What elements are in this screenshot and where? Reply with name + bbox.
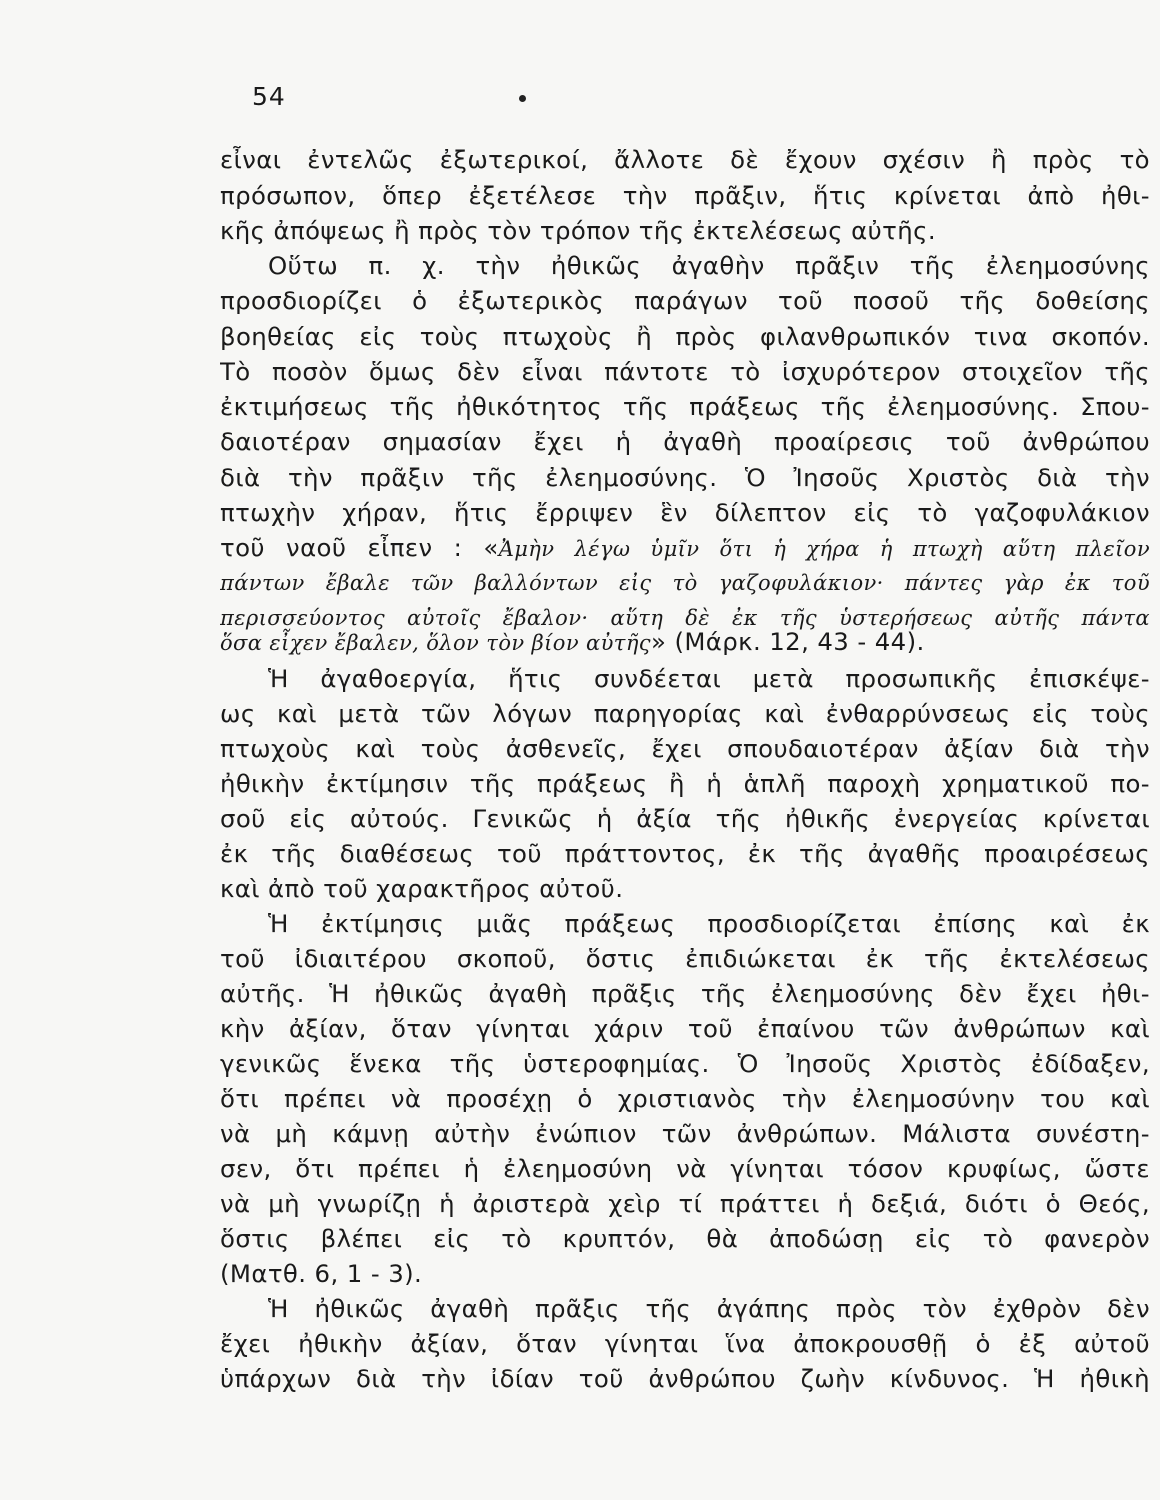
text-line: ἔχει ἠθικὴν ἀξίαν, ὅταν γίνηται ἵνα ἀποκρουσθῇ ὁ ἐξ αὐτοῦ <box>220 1329 1150 1358</box>
text-line: σεν, ὅτι πρέπει ἡ ἐλεημοσύνη νὰ γίνηται τόσον κρυφίως, ὥστε <box>220 1154 1150 1183</box>
text-line: ἐκ τῆς διαθέσεως τοῦ πράττοντος, ἐκ τῆς ἀγαθῆς προαιρέσεως <box>220 839 1150 868</box>
text-line: Ἡ ἐκτίμησις μιᾶς πράξεως προσδιορίζεται ἐπίσης καὶ ἐκ <box>268 909 1150 938</box>
text-line: εἶναι ἐντελῶς ἐξωτερικοί, ἄλλοτε δὲ ἔχουν σχέσιν ἢ πρὸς τὸ <box>220 145 1150 174</box>
text-line: τοῦ ἰδιαιτέρου σκοποῦ, ὅστις ἐπιδιώκεται ἐκ τῆς ἐκτελέσεως <box>220 944 1150 973</box>
page-number: 54 <box>252 82 286 111</box>
quote-text: ὅσα εἶχεν ἔβαλεν, ὅλον τὸν βίον αὐτῆς <box>220 631 651 655</box>
text-line: κῆς ἀπόψεως ἢ πρὸς τὸν τρόπον τῆς ἐκτελέσεως αὐτῆς. <box>220 216 936 245</box>
quote-intro-line <box>220 530 1150 566</box>
text-line: Τὸ ποσὸν ὅμως δὲν εἶναι πάντοτε τὸ ἰσχυρότερον στοιχεῖον τῆς <box>220 357 1150 386</box>
text-line: σοῦ εἰς αὐτούς. Γενικῶς ἡ ἀξία τῆς ἠθικῆς ἐνεργείας κρίνεται <box>220 804 1150 833</box>
text-line: προσδιορίζει ὁ ἐξωτερικὸς παράγων τοῦ ποσοῦ τῆς δοθείσης <box>220 286 1150 315</box>
text-line: διὰ τὴν πρᾶξιν τῆς ἐλεημοσύνης. Ὁ Ἰησοῦς Χριστὸς διὰ τὴν <box>220 463 1150 492</box>
text-line: πτωχὴν χήραν, ἥτις ἔρριψεν ἓν δίλεπτον εἰς τὸ γαζοφυλάκιον <box>220 498 1150 527</box>
quote-reference: » (Μάρκ. 12, 43 - 44). <box>650 627 925 656</box>
text-line: (Ματθ. 6, 1 - 3). <box>220 1259 423 1288</box>
quote-end-line <box>220 624 1150 660</box>
text-line: βοηθείας εἰς τοὺς πτωχοὺς ἢ πρὸς φιλανθρωπικόν τινα σκοπόν. <box>220 322 1150 351</box>
text-line: πτωχοὺς καὶ τοὺς ἀσθενεῖς, ἔχει σπουδαιοτέραν ἀξίαν διὰ τὴν <box>220 734 1150 763</box>
text-line: ὅστις βλέπει εἰς τὸ κρυπτόν, θὰ ἀποδώσῃ εἰς τὸ φανερὸν <box>220 1224 1150 1253</box>
text-line: νὰ μὴ γνωρίζῃ ἡ ἀριστερὰ χεὶρ τί πράττει ἡ δεξιά, διότι ὁ Θεός, <box>220 1189 1150 1218</box>
text-line: ὑπάρχων διὰ τὴν ἰδίαν τοῦ ἀνθρώπου ζωὴν κίνδυνος. Ἡ ἠθικὴ <box>220 1364 1150 1393</box>
text-line: ως καὶ μετὰ τῶν λόγων παρηγορίας καὶ ἐνθαρρύνσεως εἰς τοὺς <box>220 699 1150 728</box>
text-line: νὰ μὴ κάμνῃ αὐτὴν ἐνώπιον τῶν ἀνθρώπων. Μάλιστα συνέστη- <box>220 1119 1150 1148</box>
quote-line: πάντων ἔβαλε τῶν βαλλόντων εἰς τὸ γαζοφυλάκιον· πάντες γὰρ ἐκ τοῦ <box>220 571 1150 595</box>
quote-lead: τοῦ ναοῦ εἶπεν : « <box>220 533 499 562</box>
text-line: Οὕτω π. χ. τὴν ἠθικῶς ἀγαθὴν πρᾶξιν τῆς ἐλεημοσύνης <box>268 251 1150 280</box>
text-line: πρόσωπον, ὅπερ ἐξετέλεσε τὴν πρᾶξιν, ἥτις κρίνεται ἀπὸ ἠθι- <box>220 181 1150 210</box>
text-line: αὐτῆς. Ἡ ἠθικῶς ἀγαθὴ πρᾶξις τῆς ἐλεημοσύνης δὲν ἔχει ἠθι- <box>220 979 1150 1008</box>
quote-text: Ἀμὴν λέγω ὑμῖν ὅτι ἡ χήρα ἡ πτωχὴ αὕτη πλεῖον <box>498 537 1150 561</box>
text-line: ἠθικὴν ἐκτίμησιν τῆς πράξεως ἢ ἡ ἁπλῆ παροχὴ χρηματικοῦ πο- <box>220 769 1150 798</box>
text-line: γενικῶς ἕνεκα τῆς ὑστεροφημίας. Ὁ Ἰησοῦς Χριστὸς ἐδίδαξεν, <box>220 1049 1150 1078</box>
text-line: Ἡ ἠθικῶς ἀγαθὴ πρᾶξις τῆς ἀγάπης πρὸς τὸν ἐχθρὸν δὲν <box>268 1294 1150 1323</box>
text-line: ὅτι πρέπει νὰ προσέχῃ ὁ χριστιανὸς τὴν ἐλεημοσύνην του καὶ <box>220 1084 1150 1113</box>
text-line: καὶ ἀπὸ τοῦ χαρακτῆρος αὐτοῦ. <box>220 874 624 903</box>
text-line: κὴν ἀξίαν, ὅταν γίνηται χάριν τοῦ ἐπαίνου τῶν ἀνθρώπων καὶ <box>220 1014 1150 1043</box>
text-line: Ἡ ἀγαθοεργία, ἥτις συνδέεται μετὰ προσωπικῆς ἐπισκέψε- <box>268 664 1150 693</box>
text-line: δαιοτέραν σημασίαν ἔχει ἡ ἀγαθὴ προαίρεσις τοῦ ἀνθρώπου <box>220 427 1150 456</box>
quote-line: περισσεύοντος αὐτοῖς ἔβαλον· αὕτη δὲ ἐκ τῆς ὑστερήσεως αὐτῆς πάντα <box>220 606 1150 630</box>
text-line: ἐκτιμήσεως τῆς ἠθικότητος τῆς πράξεως τῆς ἐλεημοσύνης. Σπου- <box>220 392 1150 421</box>
ink-speck <box>519 95 526 102</box>
